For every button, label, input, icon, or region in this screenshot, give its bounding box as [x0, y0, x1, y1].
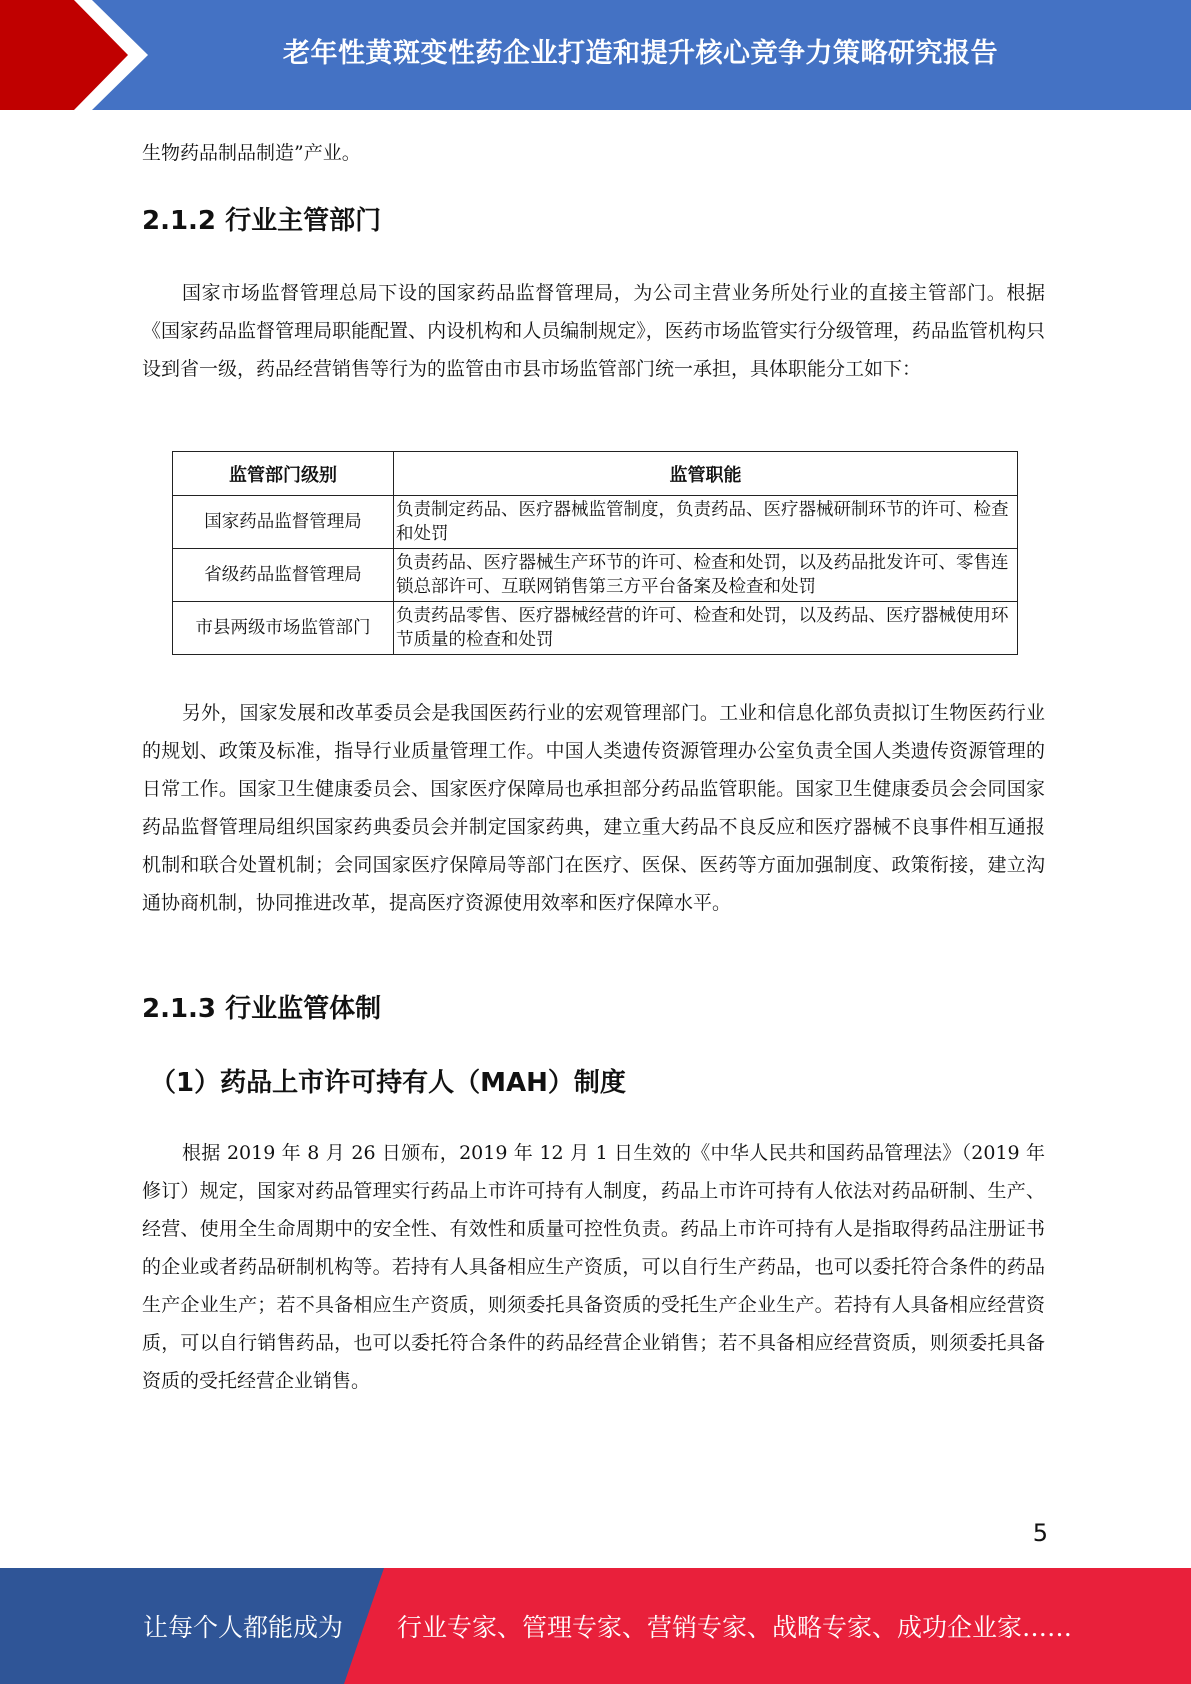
section-heading-2-1-2: 2.1.2 行业主管部门	[142, 206, 382, 236]
section-2-1-2-paragraph: 国家市场监督管理总局下设的国家药品监督管理局，为公司主营业务所处行业的直接主管部门。根据《国家药品监督管理局职能配置、内设机构和人员编制规定》，医药市场监管实行分级管理，药品监管机构只设到省一级，药品经营销售等行为的监管由市县市场监管部门统一承担，具体职能分工如下：	[142, 282, 1045, 380]
section-2-1-2-paragraph-2: 另外，国家发展和改革委员会是我国医药行业的宏观管理部门。工业和信息化部负责拟订生物医药行业的规划、政策及标准，指导行业质量管理工作。中国人类遗传资源管理办公室负责全国人类遗传资源管理的日常工作。国家卫生健康委员会、国家医疗保障局也承担部分药品监管职能。国家卫生健康委员会会同国家药品监督管理局组织国家药典委员会并制定国家药典，建立重大药品不良反应和医疗器械不良事件相互通报机制和联合处置机制；会同国家医疗保障局等部门在医疗、医保、医药等方面加强制度、政策衔接，建立沟通协商机制，协同推进改革，提高医疗资源使用效率和医疗保障水平。	[142, 702, 1045, 914]
table-row	[173, 549, 1018, 602]
page-header	[0, 0, 1191, 110]
table-header-row	[173, 452, 1018, 496]
table-row	[173, 496, 1018, 549]
report-title: 老年性黄斑变性药企业打造和提升核心竞争力策略研究报告	[283, 37, 998, 69]
page-number: 5	[1032, 1519, 1048, 1547]
table-cell-department: 市县两级市场监管部门	[173, 602, 394, 655]
table-cell-function: 负责制定药品、医疗器械监管制度，负责药品、医疗器械研制环节的许可、检查和处罚	[394, 496, 1018, 549]
table-header-level: 监管部门级别	[173, 452, 394, 496]
table-header-function: 监管职能	[394, 452, 1018, 496]
table-cell-function: 负责药品、医疗器械生产环节的许可、检查和处罚，以及药品批发许可、零售连锁总部许可、互联网销售第三方平台备案及检查和处罚	[394, 549, 1018, 602]
footer-slogan-prefix: 让每个人都能成为	[143, 1613, 344, 1642]
table-row	[173, 602, 1018, 655]
regulatory-departments-table	[172, 451, 1018, 655]
footer-slogan-roles: 行业专家、管理专家、营销专家、战略专家、成功企业家……	[397, 1613, 1073, 1642]
intro-text: 生物药品制品制造”产业。	[142, 142, 361, 164]
table-cell-department: 国家药品监督管理局	[173, 496, 394, 549]
table-cell-function: 负责药品零售、医疗器械经营的许可、检查和处罚，以及药品、医疗器械使用环节质量的检查和处罚	[394, 602, 1018, 655]
section-heading-2-1-3: 2.1.3 行业监管体制	[142, 994, 382, 1024]
subsection-heading-mah: （1）药品上市许可持有人（MAH）制度	[150, 1068, 626, 1098]
mah-paragraph: 根据 2019 年 8 月 26 日颁布，2019 年 12 月 1 日生效的《中华人民共和国药品管理法》（2019 年修订）规定，国家对药品管理实行药品上市许可持有人制度，药品上市许可持有人依法对药品研制、生产、经营、使用全生命周期中的安全性、有效性和质量可控性负责。药品上市许可持有人是指取得药品注册证书的企业或者药品研制机构等。若持有人具备相应生产资质，可以自行生产药品，也可以委托符合条件的药品生产企业生产；若不具备相应生产资质，则须委托具备资质的受托生产企业生产。若持有人具备相应经营资质，可以自行销售药品，也可以委托符合条件的药品经营企业销售；若不具备相应经营资质，则须委托具备资质的受托经营企业销售。	[142, 1142, 1045, 1392]
table-cell-department: 省级药品监督管理局	[173, 549, 394, 602]
page-footer	[0, 1568, 1191, 1684]
